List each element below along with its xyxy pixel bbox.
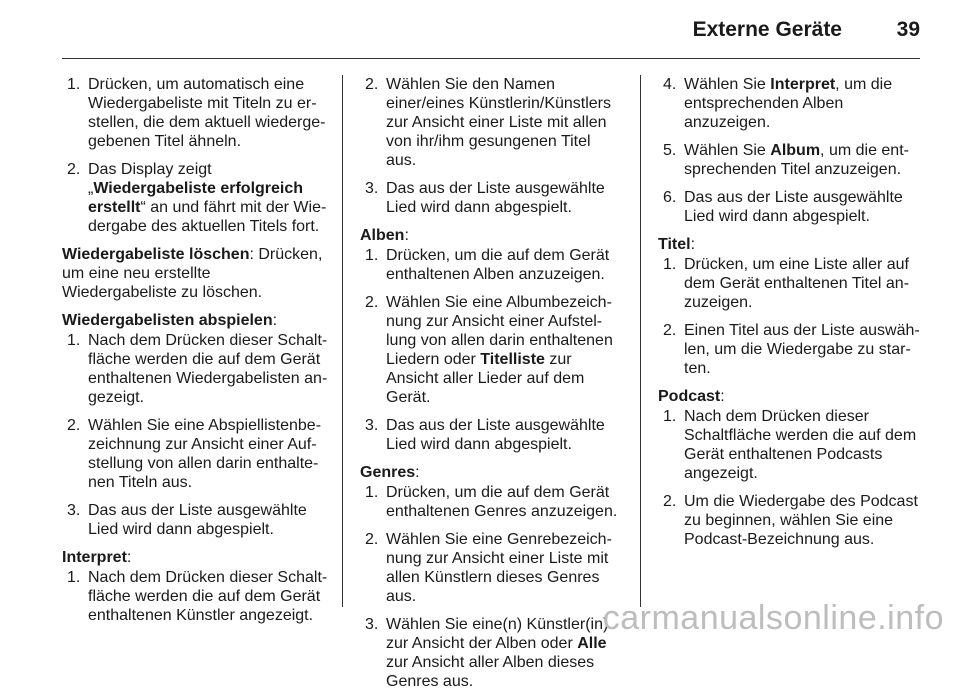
step-number: 1. (365, 247, 379, 264)
step-text: Das aus der Liste ausgewählte Lied wird dann abgespielt. (386, 417, 605, 453)
step-number: 1. (365, 484, 379, 501)
list-item (658, 321, 920, 378)
step-text: Das aus der Liste ausgewählte Lied wird dann abgespielt. (88, 502, 307, 538)
ui-label: Podcast (658, 388, 721, 405)
column-2 (360, 75, 624, 700)
colon: : (272, 312, 278, 329)
list-item (62, 160, 328, 236)
ui-label: Titelliste (480, 351, 545, 368)
step-number: 1. (67, 76, 81, 93)
step-text: Nach dem Drücken dieser Schaltfläche werden die auf dem Gerät enthaltenen Podcasts angezeigt. (684, 408, 917, 482)
step-number: 2. (365, 531, 379, 548)
column-divider-1 (342, 75, 343, 607)
ui-label: Alben (360, 227, 405, 244)
list-item (360, 75, 624, 170)
step-text: Drücken, um eine Liste aller auf dem Gerät enthaltenen Titel anzuzeigen. (684, 256, 910, 311)
step-text-part: , um die entsprechenden Alben anzuzeigen. (684, 76, 893, 131)
list-item (62, 416, 328, 492)
colon: : (404, 227, 409, 244)
step-text (386, 294, 613, 406)
subheading-play-playlists (62, 311, 328, 330)
step-text: Wählen Sie eine Genrebezeichnung zur Ansicht einer Liste mit allen Künstlern dieses Genres aus. (386, 531, 612, 605)
step-text: Nach dem Drücken dieser Schaltfläche werden die auf dem Gerät enthaltenen Wiedergabelisten angezeigt. (88, 332, 328, 406)
step-number: 1. (663, 256, 677, 273)
list-item (658, 407, 920, 483)
step-text: Das aus der Liste ausgewählte Lied wird dann abgespielt. (386, 180, 605, 216)
step-text-part: , um die entsprechenden Titel anzuzeigen. (684, 142, 909, 178)
step-text-part: “ an und fährt mit der Wiedergabe des aktuellen Titels fort. (88, 199, 327, 235)
ui-label: Wiedergabeliste löschen (62, 246, 250, 263)
list-item (62, 75, 328, 151)
page-header (62, 14, 920, 59)
ui-label: Alle (577, 635, 607, 652)
step-text-part: Wählen Sie (684, 76, 771, 93)
ui-label: Wiedergabeliste erfolgreich erstellt (88, 180, 304, 216)
step-number: 2. (663, 493, 677, 510)
page-number: 39 (896, 18, 920, 41)
list-item (658, 492, 920, 549)
colon: : (720, 388, 725, 405)
paragraph-text: : Drücken, um eine neu erstellte Wiedergabeliste zu löschen. (62, 246, 323, 301)
list-item (360, 416, 624, 454)
list-item (658, 188, 920, 226)
paragraph-delete-playlist (62, 245, 328, 302)
list-item (62, 501, 328, 539)
step-text-part: Wählen Sie (684, 142, 771, 159)
colon: : (415, 464, 420, 481)
step-text-part: Wählen Sie eine(n) Künstler(in) zur Ansicht der Alben oder (386, 616, 609, 652)
step-text: Nach dem Drücken dieser Schaltfläche werden die auf dem Gerät enthaltenen Künstler angezeigt. (88, 569, 328, 624)
watermark: carmanualsonline.info (602, 599, 944, 637)
step-number: 1. (67, 569, 81, 586)
list-item (62, 331, 328, 407)
step-number: 2. (663, 322, 677, 339)
list-item (658, 75, 920, 132)
step-number: 1. (67, 332, 81, 349)
subheading-podcast (658, 387, 920, 406)
step-number: 3. (365, 417, 379, 434)
subheading-interpret (62, 548, 328, 567)
step-number: 3. (365, 616, 379, 633)
list-item (360, 246, 624, 284)
step-text: Drücken, um automatisch eine Wiedergabeliste mit Titeln zu erstellen, die dem aktuell wiedergegebenen Titel ähneln. (88, 76, 326, 150)
step-text (684, 76, 892, 131)
step-number: 5. (663, 142, 677, 159)
list-item (658, 141, 920, 179)
step-text: Um die Wiedergabe des Podcast zu beginnen, wählen Sie eine Podcast-Bezeichnung aus. (684, 493, 918, 548)
list-item (62, 568, 328, 625)
step-text: Wählen Sie den Namen einer/eines Künstlerin/Künstlers zur Ansicht einer Liste mit allen von ihr/ihm gesungenen Titel aus. (386, 76, 612, 169)
step-text: Drücken, um die auf dem Gerät enthaltenen Alben anzuzeigen. (386, 247, 610, 283)
colon: : (126, 549, 132, 566)
step-text: Drücken, um die auf dem Gerät enthaltenen Genres anzuzeigen. (386, 484, 618, 520)
step-text (386, 616, 608, 690)
section-title: Externe Geräte (692, 18, 842, 41)
column-1 (62, 75, 328, 634)
column-3 (658, 75, 920, 558)
step-number: 4. (663, 76, 677, 93)
step-text-part: Das Display zeigt „ (88, 161, 212, 197)
ui-label: Interpret (770, 76, 836, 93)
subheading-alben (360, 226, 624, 245)
step-text: Einen Titel aus der Liste auswählen, um die Wiedergabe zu starten. (684, 322, 920, 377)
step-text-part: zur Ansicht aller Alben dieses Genres aus. (386, 654, 595, 690)
ui-label: Interpret (62, 549, 127, 566)
step-number: 2. (67, 161, 81, 178)
list-item (658, 255, 920, 312)
step-text (684, 142, 909, 178)
step-text (88, 161, 326, 235)
step-text: Wählen Sie eine Abspiellistenbezeichnung zur Ansicht einer Aufstellung von allen darin enthaltenen Titeln aus. (88, 417, 322, 491)
step-number: 2. (365, 294, 379, 311)
subheading-genres (360, 463, 624, 482)
ui-label: Genres (360, 464, 416, 481)
list-item (360, 530, 624, 606)
step-number: 6. (663, 189, 677, 206)
column-divider-2 (640, 75, 641, 607)
step-number: 3. (365, 180, 379, 197)
list-item (360, 483, 624, 521)
step-number: 3. (67, 502, 81, 519)
ui-label: Titel (658, 236, 691, 253)
step-number: 1. (663, 408, 677, 425)
step-text-part: Wählen Sie eine Albumbezeichnung zur Ansicht einer Aufstellung von allen darin enthaltenen Liedern oder (386, 294, 613, 368)
ui-label: Album (770, 142, 821, 159)
colon: : (690, 236, 696, 253)
step-text-part: zur Ansicht aller Lieder auf dem Gerät. (386, 351, 585, 406)
step-number: 2. (67, 417, 81, 434)
list-item (360, 615, 624, 691)
step-text: Das aus der Liste ausgewählte Lied wird dann abgespielt. (684, 189, 903, 225)
list-item (360, 293, 624, 407)
step-number: 2. (365, 76, 379, 93)
ui-label: Wiedergabelisten abspielen (62, 312, 273, 329)
list-item (360, 179, 624, 217)
subheading-titel (658, 235, 920, 254)
